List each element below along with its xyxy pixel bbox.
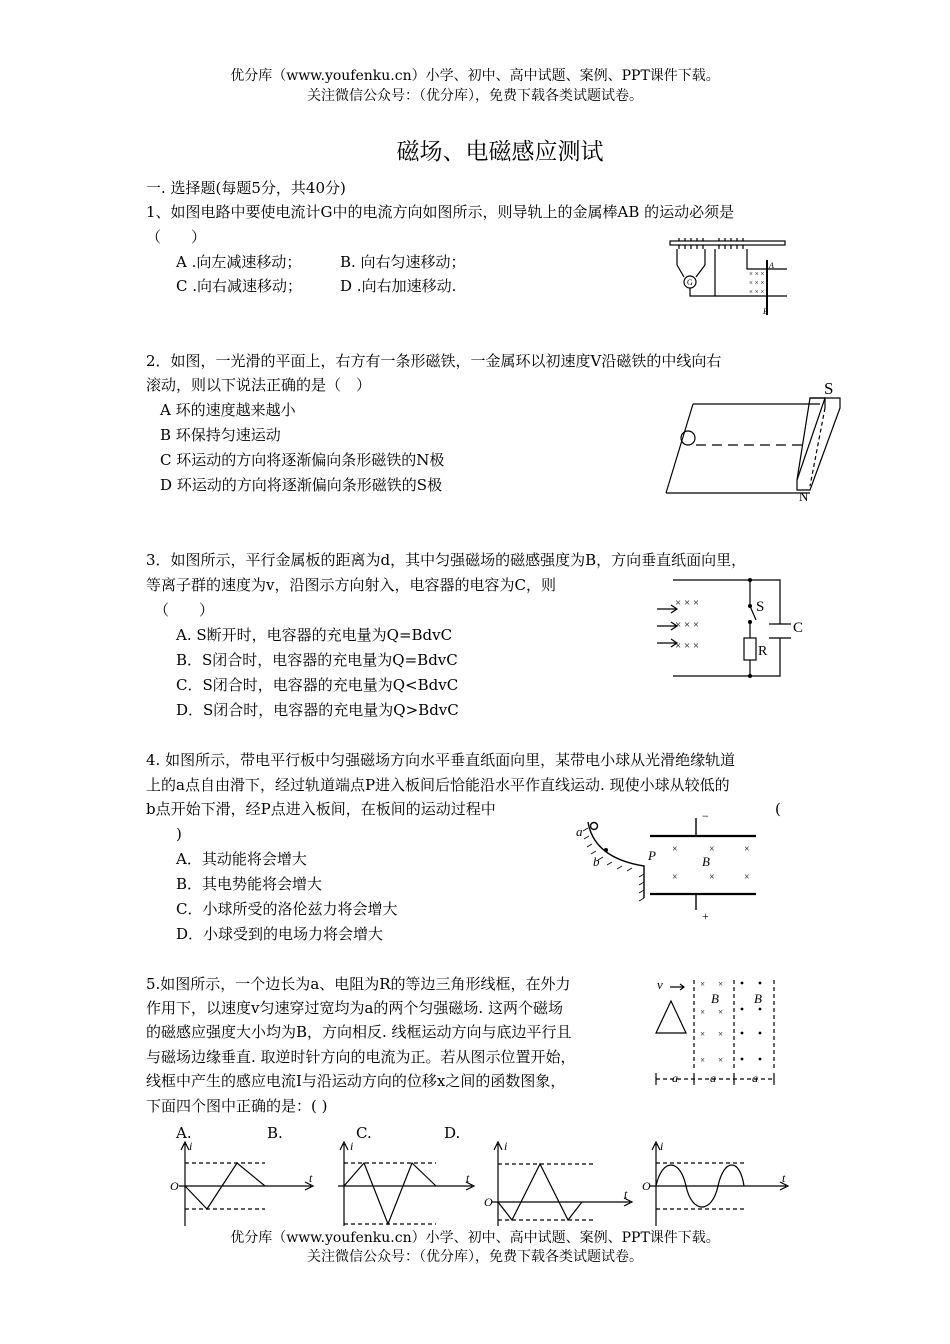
- q4-stem-line-2: 上的a点自由滑下，经过轨道端点P进入板间后恰能沿水平作直线运动. 现使小球从较低的: [146, 776, 730, 794]
- q4-option-b: B．其电势能将会增大: [176, 875, 323, 893]
- q5-stem-line-2: 作用下，以速度v匀速穿过宽均为a的两个匀强磁场. 这两个磁场: [146, 999, 563, 1017]
- q5-graph-label-c: C.: [356, 1124, 372, 1142]
- q2-magnet-n-label: N: [799, 489, 809, 504]
- q4-field-b-label: B: [702, 854, 710, 869]
- q4-plate-minus-label: −: [702, 809, 709, 823]
- q4-option-d: D．小球受到的电场力将会增大: [176, 925, 384, 943]
- q1-option-a: A .向左减速移动；: [176, 253, 302, 271]
- q5-width-label: a: [710, 1071, 716, 1085]
- q4-field-cross: ×: [672, 872, 678, 883]
- section-heading: 一. 选择题(每题5分，共40分): [146, 179, 346, 197]
- q5-graph-c: [484, 1138, 639, 1230]
- q1-option-b: B. 向右匀速移动；: [340, 253, 466, 271]
- q5-graph-label-b: B.: [267, 1124, 283, 1142]
- q5-stem-line-4: 与磁场边缘垂直. 取逆时针方向的电流为正。若从图示位置开始，: [146, 1048, 576, 1066]
- q5-graph-c-origin: O: [484, 1195, 493, 1209]
- q5-stem-line-5: 线框中产生的感应电流I与沿运动方向的位移x之间的函数图象，: [146, 1072, 566, 1090]
- q1-field-cross: × × ×: [749, 270, 765, 278]
- q1-option-d: D .向右加速移动.: [340, 277, 457, 295]
- q5-graph-a: [165, 1138, 320, 1230]
- q5-width-label: a: [672, 1071, 678, 1085]
- q5-graph-c-axis-i: i: [504, 1139, 508, 1153]
- q3-stem-line-3: （ ）: [154, 601, 215, 619]
- q3-stem-line-2: 等离子群的速度为v，沿图示方向射入，电容器的电容为C，则: [146, 576, 556, 594]
- q1-stem-line-1: 1、如图电路中要使电流计G中的电流方向如图所示，则导轨上的金属棒AB 的运动必须是: [146, 203, 735, 221]
- header-line-1: 优分库（www.youfenku.cn）小学、初中、高中试题、案例、PPT课件下载。: [230, 68, 720, 84]
- q2-option-b: B 环保持匀速运动: [160, 426, 281, 444]
- q2-stem-line-2: 滚动，则以下说法正确的是（ ）: [146, 376, 372, 394]
- q3-field-cross-row: × × ×: [675, 619, 700, 631]
- q4-field-cross: ×: [672, 844, 678, 855]
- q3-capacitor-figure: [655, 566, 815, 681]
- q5-velocity-label: v: [657, 977, 663, 992]
- q3-resistor-label: R: [758, 644, 768, 659]
- q4-stem-paren-close: ): [176, 825, 182, 843]
- q3-option-c: C．S闭合时，电容器的充电量为Q<BdvC: [176, 676, 459, 694]
- svg-text:×: ×: [700, 1029, 706, 1039]
- q3-capacitor-label: C: [793, 620, 804, 636]
- q4-point-p-label: P: [648, 848, 656, 863]
- q4-stem-line-1: 4. 如图所示，带电平行板中匀强磁场方向水平垂直纸面向里，某带电小球从光滑绝缘轨道: [146, 751, 736, 769]
- q3-field-cross-row: × × ×: [675, 640, 700, 652]
- q4-track-figure: [574, 808, 764, 923]
- q3-option-b: B．S闭合时，电容器的充电量为Q=BdvC: [176, 651, 458, 669]
- q5-field-figure: [650, 975, 790, 1090]
- q5-width-label: a: [752, 1071, 758, 1085]
- svg-text:×: ×: [718, 1007, 724, 1017]
- q3-option-a: A. S断开时，电容器的充电量为Q=BdvC: [176, 626, 453, 644]
- q1-circuit-figure: [665, 232, 795, 317]
- q3-stem-line-1: 3．如图所示，平行金属板的距离为d，其中匀强磁场的磁感强度为B，方向垂直纸面向里，: [146, 551, 747, 569]
- q4-field-cross: ×: [709, 872, 715, 883]
- q1-rod-b-label: B: [763, 307, 768, 316]
- q5-graph-a-axis-i: i: [189, 1139, 193, 1153]
- q5-graph-c-axis-t: t: [624, 1187, 628, 1201]
- q4-field-cross: ×: [744, 872, 750, 883]
- q2-option-d: D 环运动的方向将逐渐偏向条形磁铁的S极: [160, 476, 443, 494]
- q1-field-cross: × × ×: [749, 288, 765, 296]
- q5-graph-label-d: D.: [444, 1124, 461, 1142]
- q1-rod-a-label: A: [769, 261, 774, 270]
- q5-field-1-label: B: [711, 991, 719, 1006]
- q1-galvanometer-label: G: [687, 278, 693, 287]
- q1-stem-line-2: （ ）: [146, 228, 207, 246]
- q5-graph-d-axis-t: t: [782, 1171, 786, 1185]
- q3-option-d: D．S闭合时，电容器的充电量为Q>BdvC: [176, 701, 459, 719]
- q5-graph-a-origin: O: [170, 1179, 179, 1193]
- svg-text:×: ×: [700, 1055, 706, 1065]
- q5-graph-a-axis-t: t: [309, 1171, 313, 1185]
- q5-graph-d-axis-i: i: [660, 1139, 664, 1153]
- footer-line-1: 优分库（www.youfenku.cn）小学、初中、高中试题、案例、PPT课件下载。: [230, 1230, 720, 1246]
- q5-graph-b-axis-t: t: [466, 1171, 470, 1185]
- svg-text:×: ×: [718, 1029, 724, 1039]
- q4-point-b-label: b: [593, 854, 600, 869]
- q2-option-c: C 环运动的方向将逐渐偏向条形磁铁的N极: [160, 451, 445, 469]
- q4-stem-line-3: b点开始下滑，经P点进入板间，在板间的运动过程中: [146, 800, 496, 818]
- page-title: 磁场、电磁感应测试: [396, 139, 604, 165]
- q3-switch-label: S: [756, 599, 765, 615]
- q4-option-a: A．其动能将会增大: [176, 850, 307, 868]
- q1-field-cross: × × ×: [749, 279, 765, 287]
- q1-option-c: C .向右减速移动；: [176, 277, 303, 295]
- q5-stem-line-1: 5.如图所示，一个边长为a、电阻为R的等边三角形线框，在外力: [146, 975, 571, 993]
- header-line-2: 关注微信公众号：（优分库），免费下载各类试题试卷。: [307, 88, 643, 104]
- q4-field-cross: ×: [709, 844, 715, 855]
- q5-graph-b: [326, 1138, 481, 1230]
- svg-text:×: ×: [700, 979, 706, 989]
- q4-plate-plus-label: +: [702, 909, 709, 923]
- svg-text:×: ×: [700, 1007, 706, 1017]
- q5-graph-d: [640, 1138, 795, 1230]
- q5-stem-line-3: 的磁感应强度大小均为B，方向相反. 线框运动方向与底边平行且: [146, 1023, 572, 1041]
- q5-graph-label-a: A.: [176, 1124, 192, 1142]
- q5-field-2-label: B: [754, 991, 762, 1006]
- footer-line-2: 关注微信公众号：（优分库），免费下载各类试题试卷。: [307, 1249, 643, 1265]
- q5-stem-line-6: 下面四个图中正确的是：( ): [146, 1097, 328, 1115]
- q5-graph-d-origin: O: [642, 1179, 651, 1193]
- svg-text:×: ×: [718, 1055, 724, 1065]
- q2-magnet-figure: [660, 378, 845, 503]
- q4-field-cross: ×: [744, 844, 750, 855]
- svg-text:×: ×: [718, 979, 724, 989]
- q4-option-c: C．小球所受的洛伦兹力将会增大: [176, 900, 398, 918]
- q4-stem-paren-open: (: [775, 800, 781, 818]
- q5-graph-b-axis-i: i: [350, 1139, 354, 1153]
- q2-stem-line-1: 2．如图，一光滑的平面上，右方有一条形磁铁，一金属环以初速度V沿磁铁的中线向右: [146, 352, 722, 370]
- q4-point-a-label: a: [576, 824, 583, 839]
- q3-field-cross-row: × × ×: [675, 597, 700, 609]
- q2-magnet-s-label: S: [824, 379, 834, 398]
- q2-option-a: A 环的速度越来越小: [160, 401, 296, 419]
